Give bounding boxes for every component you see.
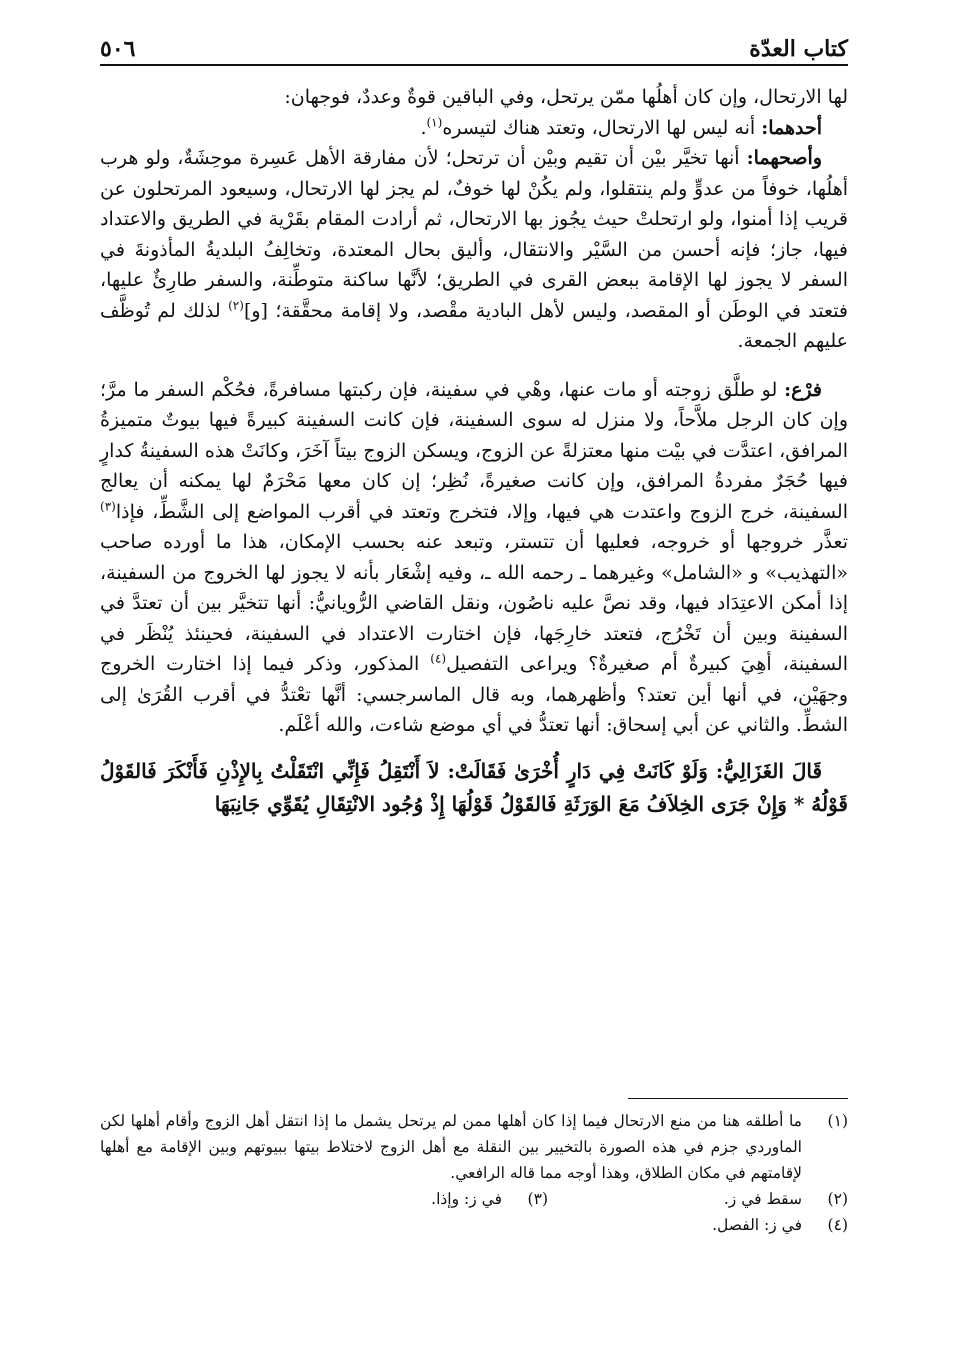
lead-word: وأصحهما: [746, 147, 822, 169]
paragraph-second-view: وأصحهما: أنها تخيَّر بيْن أن تقيم وبيْن أن ترتحل؛ لأن مفارقة الأهل عَسِرة موحِشَةٌ، ولو هرب أهلُها، خوفاً من عدوٍّ ولم ينتقلوا، ولم يكُنْ لها خوفٌ، لم يجز لها الارتحال، وسيعود المرتحلون عن قريب إذا أمنوا، ولو ارتحلتْ حيث يجُوز بها الارتحال، ثم أرادت المقام بقَرْية في الطريق والاعتداد فيها، جاز؛ فإنه أحسن من السَّيْر والانتقال، وأليق بحال المعتدة، وتخالِفُ البلديةُ المأذونةَ في السفر لا يجوز لها الإقامة ببعض القرى في الطريق؛ لأنَّها ساكنة متوطِّنة، والسفر طارِئٌ عليها، فتعتد في الوطَن أو المقصد، وليس لأهل البادية مقْصد، ولا إقامة محقَّقة؛ [و]$^{(٢)}$ لذلك لم تُوظَّف عليهم الجمعة. [100, 147, 849, 352]
footnote-ref: (٣) [100, 499, 116, 514]
quote-lead: قَالَ الغَزَالِيُّ: [715, 758, 823, 783]
footnote-text: في ز: الفصل. [712, 1216, 802, 1234]
footnote-text: ما أطلقه هنا من منع الارتحال فيما إذا كان أهلها ممن لم يرتحل يشمل ما إذا انتقل أهل الزوج وأقام أهلها لكن الماوردي جزم في هذه الصورة بالتخيير بين النقلة مع أهل الزوج لاختلاط بيتها ببيوتهم وبين الإقامة مع أهلها لإقامتهم في مكان الطلاق، وهذا أوجه مما قاله الرافعي. [100, 1112, 802, 1182]
page-number: ٥٠٦ [100, 36, 136, 62]
footnote-3 [248, 1186, 548, 1212]
footnote-text: سقط في ز. [723, 1190, 802, 1208]
paragraph-branch: فرْع: لو طلَّق زوجته أو مات عنها، وهْي في سفينة، فإن ركبتها مسافرةً، فحُكْم السفر ما مرَّ؛ وإن كان الرجل ملاَّحاً، ولا منزل له سوى السفينة، فإن كانت السفينة كبيرةً فيها بيوتٌ متميزةُ المرافق، اعتدَّت في بيْت منها معتزلةً عن الزوج، ويسكن الزوج بيتاً آخَرَ، وكانَتْ هذه السفينةُ كدارٍ فيها حُجَرٌ مفردةُ المرافق، وإن كانت صغيرةً، نُظِر؛ إن كان معها مَحْرَمٌ لها يمكنه أن يعالج السفينة، خرج الزوج واعتدت هي فيها، وإلا، فتخرج وتعتد في أقرب المواضع إلى الشَّطِّ، فإذا$^{(٣)}$ تعذَّر خروجها أو خروجه، فعليها أن تتستر، وتبعد عنه بحسب الإمكان، هذا ما أورده صاحب «التهذيب» و «الشامل» وغيرهما ـ رحمه الله ـ، وفيه إشْعَار بأنه لا يجوز لها الخروج من السفينة، إذا أمكن الاعتِدَاد فيها، وقد نصَّ عليه ناصُون، ونقل القاضي الرُّويانيُّ: أنها تتخيَّر بين أن تعتدَّ في السفينة وبين أن تَخْرُج، فتعتد خارِجَها، فإن اختارت الاعتداد في السفينة، فحينئذ يُنْظَر في السفينة، أهِيَ كبيرةٌ أم صغيرةٌ؟ ويراعى التفصيل$^{(٤)}$ المذكور، وذكر فيما إذا اختارت الخروج وجهَيْن، في أنها أين تعتد؟ وأظهرهما، وبه قال الماسرجسي: أنَّها تعْتدُّ في أقرب القُرَىٰ إلى الشطِّ. والثاني عن أبي إسحاق: أنها تعتدُّ في أي موضع شاءت، والله أعْلَم. [100, 378, 848, 736]
footnote-1 [100, 1108, 848, 1186]
lead-word: فرْع: [784, 378, 822, 401]
footnote-2 [548, 1186, 848, 1212]
ghazali-quote: قَالَ الغَزَالِيُّ: وَلَوْ كَانَتْ فِي دَارٍ أُخْرَىٰ فَقَالَتْ: لاَ أَنْتَقِلُ فَإِنِّي انْتَقَلْتُ بِالإِذْنِ فَأَنْكَرَ فَالقَوْلُ قَوْلُهُ * وَإِنْ جَرَى الخِلاَفُ مَعَ الوَرَثَةِ فَالقَوْلُ قَوْلُهَا إِذْ وُجُود الانْتِقَالِ يُقَوِّي جَانِبَهَا [100, 758, 848, 816]
footnote-number: (٣) [527, 1190, 548, 1208]
footnote-4 [100, 1212, 848, 1238]
footnote-number: (٤) [827, 1216, 848, 1234]
footnote-number: (١) [827, 1112, 848, 1130]
main-text [100, 82, 848, 821]
paragraph-continuation: لها الارتحال، وإن كان أهلُها ممّن يرتحل، وفي الباقين قوةٌ وعددٌ، فوجهان: [284, 86, 848, 108]
footnote-ref: (٢) [228, 298, 244, 313]
footnotes [100, 1108, 848, 1238]
lead-word: أحدهما: [761, 116, 822, 139]
footnote-number: (٢) [827, 1190, 848, 1208]
footnote-ref: (١) [426, 115, 443, 130]
footnote-row [100, 1186, 848, 1212]
page-header [100, 22, 848, 62]
chapter-title: كتاب العدّة [749, 36, 848, 62]
footnote-ref: (٤) [430, 651, 447, 666]
paragraph-first-view: أحدهما: أنه ليس لها الارتحال، وتعتد هناك لتيسره$^{(١)}$. [420, 115, 822, 139]
footnote-divider [628, 1098, 848, 1099]
footnote-text: في ز: وإذا. [431, 1190, 502, 1208]
header-divider [100, 64, 848, 66]
